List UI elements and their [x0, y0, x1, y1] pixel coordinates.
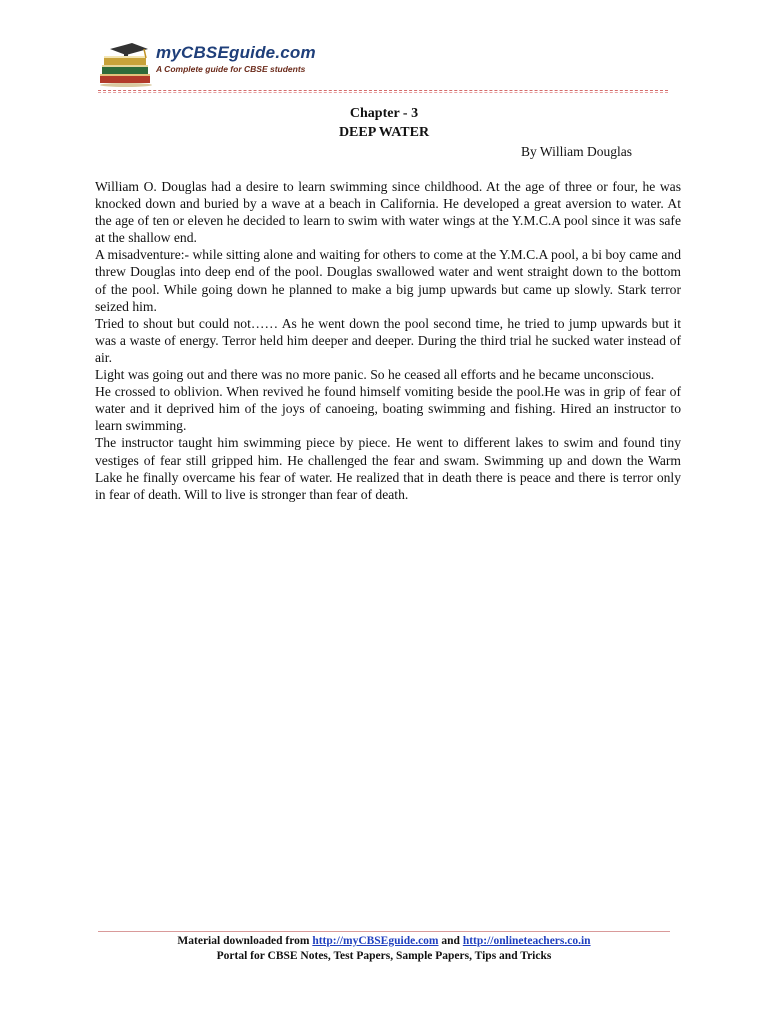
- author-line: By William Douglas: [521, 144, 632, 159]
- logo-name: myCBSEguide.com: [156, 43, 316, 62]
- logo-tagline: A Complete guide for CBSE students: [156, 64, 306, 74]
- paragraph: William O. Douglas had a desire to learn swimming since childhood. At the age of three or four, he was knocked down and buried by a wave at a beach in California. He developed a great aversion to water. At the age of ten or eleven he decided to learn to swim with water wings at the Y.M.C.A pool since it was safe at the shallow end.: [95, 179, 681, 246]
- chapter-summary: [95, 178, 681, 503]
- footer-prefix: Material downloaded from: [177, 935, 313, 947]
- chapter-number: Chapter - 3: [349, 106, 419, 121]
- paragraph: Tried to shout but could not…… As he went down the pool second time, he tried to jump upwards but it was a waste of energy. Terror held him deeper and deeper. During the third trial he sucked water instead of air.: [95, 315, 681, 365]
- books-logo-icon: [98, 40, 154, 88]
- footer-link-mycbseguide[interactable]: http://myCBSEguide.com: [312, 935, 439, 947]
- header-divider-secondary: [98, 92, 668, 93]
- paragraph: A misadventure:- while sitting alone and waiting for others to come at the Y.M.C.A pool, a bi boy came and threw Douglas into deep end of the pool. Douglas swallowed water and went straight down to the bottom of the pool. While going down he planned to make a big jump upwards but came up slowly. Stark terror seized him.: [95, 247, 681, 314]
- header-divider: [98, 90, 668, 91]
- paragraph: He crossed to oblivion. When revived he found himself vomiting beside the pool.He was in grip of fear of water and it deprived him of the joys of canoeing, boating swimming and fishing. Hired an instructor to learn swimming.: [95, 384, 681, 434]
- footer-source-line: [0, 935, 768, 947]
- footer-conjunction: and: [438, 935, 463, 947]
- chapter-title: DEEP WATER: [338, 125, 430, 140]
- footer-link-onlineteachers[interactable]: http://onlineteachers.co.in: [462, 935, 591, 947]
- site-logo: [98, 40, 328, 90]
- footer-tagline: Portal for CBSE Notes, Test Papers, Sample Papers, Tips and Tricks: [216, 950, 552, 962]
- paragraph: The instructor taught him swimming piece by piece. He went to different lakes to swim and found tiny vestiges of fear still gripped him. He challenged the fear and swam. Swimming up and down the Warm Lake he finally overcame his fear of water. He realized that in death there is peace and there is terror only in fear of death. Will to live is stronger than fear of death.: [95, 435, 681, 502]
- footer-divider: [98, 931, 670, 932]
- paragraph: Light was going out and there was no more panic. So he ceased all efforts and he became unconscious.: [95, 367, 655, 383]
